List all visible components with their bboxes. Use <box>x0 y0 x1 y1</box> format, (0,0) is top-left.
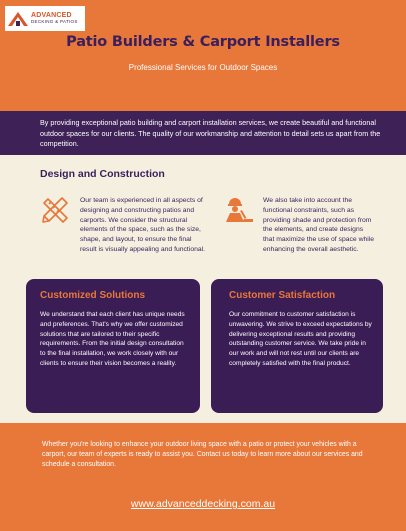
page-title: Patio Builders & Carport Installers <box>66 34 340 50</box>
logo-name: ADVANCED <box>31 12 72 20</box>
customer-satisfaction-body: Our commitment to customer satisfaction is unwavering. We strive to exceed expectations by delivering exceptional results and providing outstanding customer service. We take pride in our work and will not rest until our clients are completely satisfied with the final product. <box>229 311 372 367</box>
construction-worker-icon <box>224 195 254 223</box>
customized-solutions-card <box>26 279 200 413</box>
customized-solutions-body: We understand that each client has unique needs and preferences. That's why we offer customized solutions that are tailored to their specific requirements. From the initial design consultation to the final installation, we work closely with our clients to ensure their vision becomes a reality. <box>40 311 185 367</box>
design-left-text: Our team is experienced in all aspects of designing and constructing patios and carports. We consider the structural elements of the space, such as the size, shape, and layout, to ensure the final result is visually appealing and functional. <box>80 197 206 253</box>
header-banner <box>0 0 406 111</box>
design-right-text: We also take into account the functional constraints, such as providing shade and protection from the elements, and create designs that maximize the use of space while enhancing the overall aesthetic. <box>263 197 375 253</box>
customer-satisfaction-title: Customer Satisfaction <box>229 290 336 301</box>
footer-text: Whether you're looking to enhance your outdoor living space with a patio or protect your vehicles with a carport, our team of experts is ready to assist you. Contact us today to learn more about our services and schedule a consultation. <box>42 441 363 469</box>
ruler-pencil-icon <box>40 195 70 225</box>
website-link[interactable]: www.advanceddecking.com.au <box>130 498 276 510</box>
page-subtitle: Professional Services for Outdoor Spaces <box>128 63 278 72</box>
customized-solutions-title: Customized Solutions <box>40 290 145 301</box>
brand-logo[interactable] <box>5 6 85 31</box>
intro-paragraph: By providing exceptional patio building and carport installation services, we create beautiful and functional outdoor spaces for our clients. The quality of our workmanship and attention to detail sets us apart from the competition. <box>0 111 406 155</box>
design-section-title: Design and Construction <box>40 168 165 180</box>
logo-tagline: DECKING & PATIOS <box>31 19 78 25</box>
customer-satisfaction-card <box>211 279 383 413</box>
logo-roof-icon <box>7 9 29 29</box>
